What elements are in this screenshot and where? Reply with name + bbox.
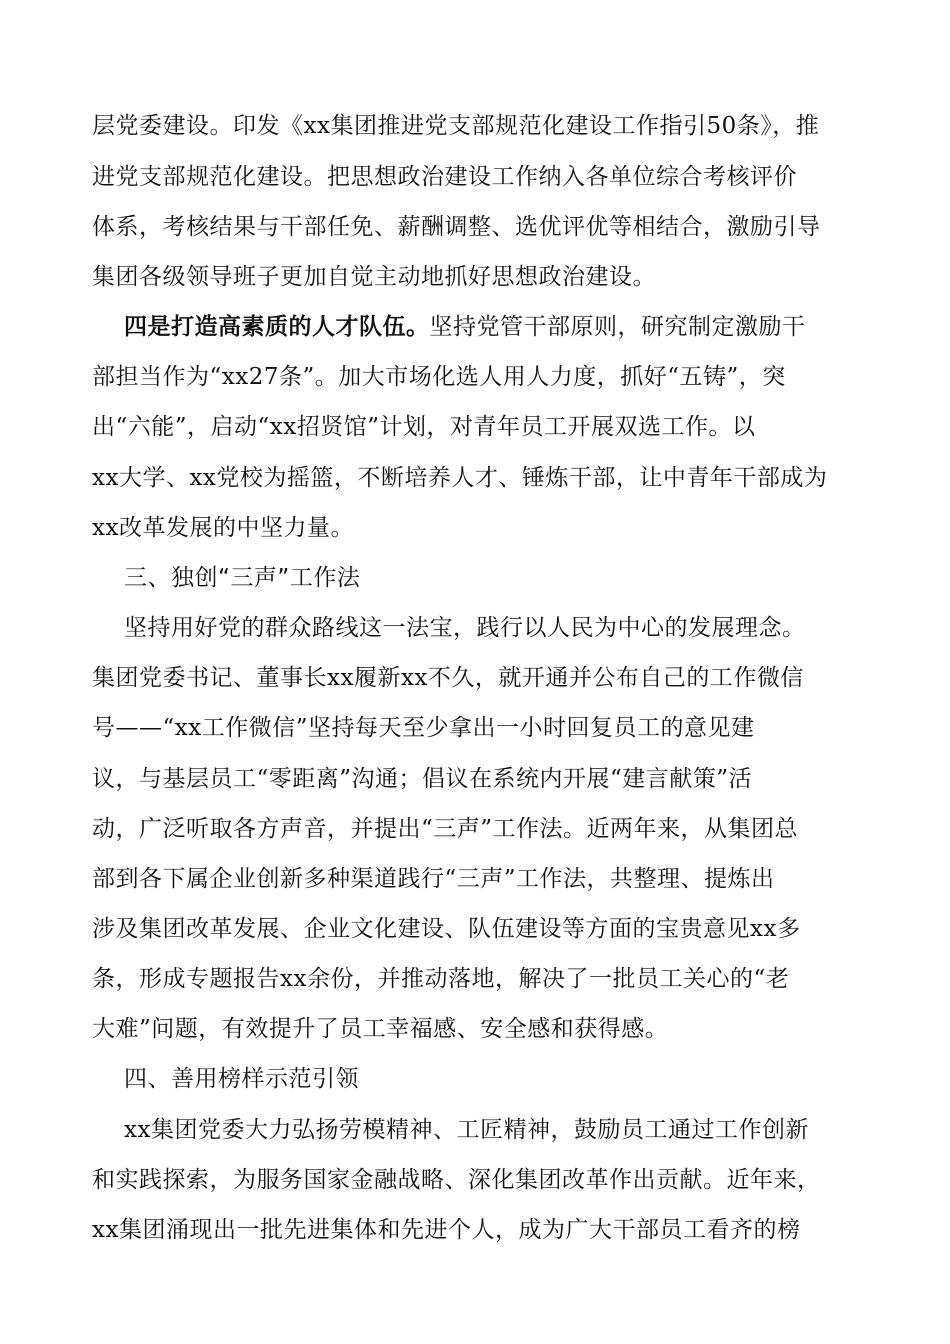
text-line-22: 和实践探索，为服务国家金融战略、深化集团改革作出贡献。近年来， <box>92 1167 821 1193</box>
text-line-12: 集团党委书记、董事长xx履新xx不久，就开通并公布自己的工作微信 <box>92 665 804 691</box>
bold-lead: 四是打造高素质的人才队伍。 <box>124 313 430 340</box>
text-line-14: 议，与基层员工“零距离”沟通；倡议在系统内开展“建言献策”活 <box>92 766 753 792</box>
section-heading-4: 四、善用榜样示范引领 <box>124 1066 359 1092</box>
text-line-21: xx集团党委大力弘扬劳模精神、工匠精神，鼓励员工通过工作创新 <box>124 1117 809 1143</box>
text-line-3: 体系，考核结果与干部任免、薪酬调整、选优评优等相结合，激励引导 <box>92 214 821 240</box>
paragraph-lead-line <box>124 312 860 342</box>
text-line-4: 集团各级领导班子更加自觉主动地抓好思想政治建设。 <box>92 264 656 290</box>
text-line-9: xx改革发展的中坚力量。 <box>92 515 354 541</box>
text-line-19: 大难”问题，有效提升了员工幸福感、安全感和获得感。 <box>92 1016 669 1042</box>
text-line-1: 层党委建设。印发《xx集团推进党支部规范化建设工作指引50条》，推 <box>92 113 820 139</box>
text-line-5: 坚持党管干部原则，研究制定激励干 <box>429 314 806 340</box>
text-line-18: 条，形成专题报告xx余份，并推动落地，解决了一批员工关心的“老 <box>92 966 790 992</box>
text-line-11: 坚持用好党的群众路线这一法宝，践行以人民为中心的发展理念。 <box>124 615 806 641</box>
text-line-17: 涉及集团改革发展、企业文化建设、队伍建设等方面的宝贵意见xx多 <box>92 916 801 942</box>
text-line-15: 动，广泛听取各方声音，并提出“三声”工作法。近两年来，从集团总 <box>92 816 799 842</box>
section-heading-3: 三、独创“三声”工作法 <box>124 565 361 591</box>
text-line-13: 号——“xx工作微信”坚持每天至少拿出一小时回复员工的意见建 <box>92 715 755 741</box>
text-line-23: xx集团涌现出一批先进集体和先进个人，成为广大干部员工看齐的榜 <box>92 1217 801 1243</box>
text-line-6: 部担当作为“xx27条”。加大市场化选人用人力度，抓好“五铸”，突 <box>92 364 786 390</box>
text-line-16: 部到各下属企业创新多种渠道践行“三声”工作法，共整理、提炼出 <box>92 866 775 892</box>
text-line-7: 出“六能”，启动“xx招贤馆”计划，对青年员工开展双选工作。以 <box>92 414 756 440</box>
text-line-8: xx大学、xx党校为摇篮，不断培养人才、锤炼干部，让中青年干部成为 <box>92 465 828 491</box>
text-line-2: 进党支部规范化建设。把思想政治建设工作纳入各单位综合考核评价 <box>92 164 797 190</box>
